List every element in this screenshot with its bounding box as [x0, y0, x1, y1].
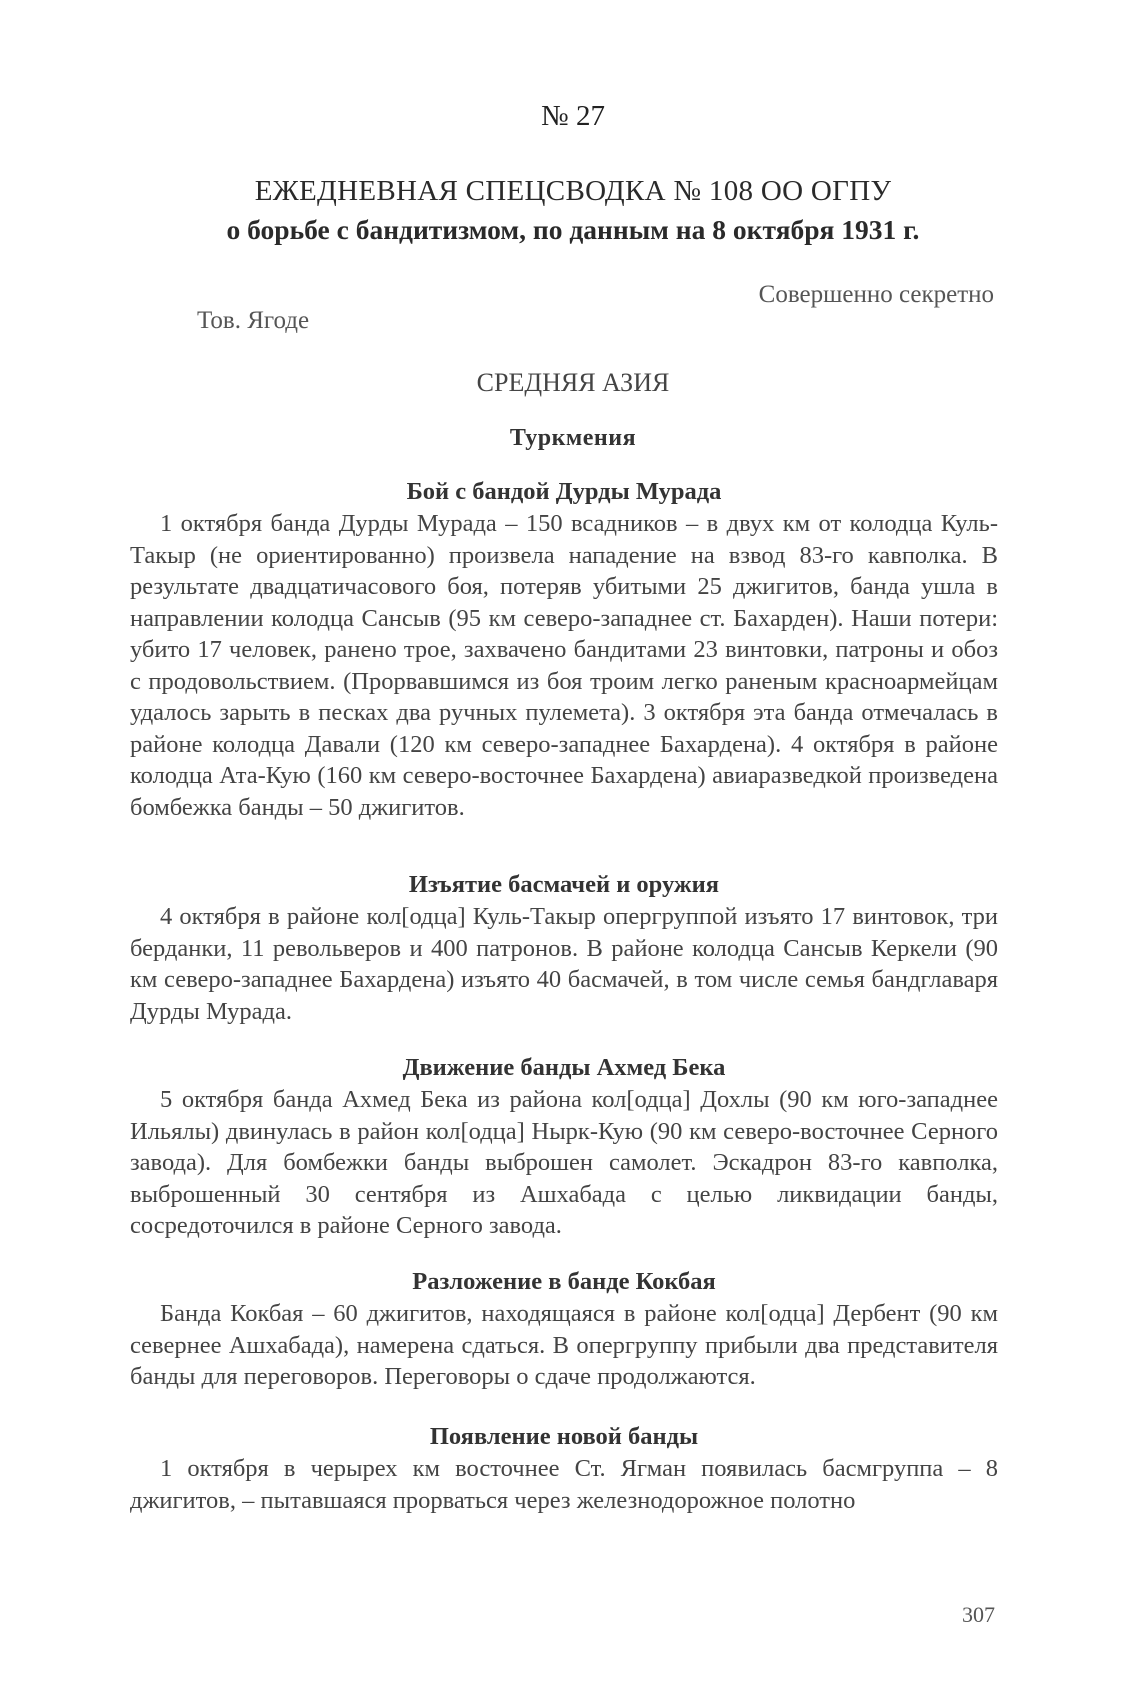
section-heading: Разложение в банде Кокбая	[412, 1268, 716, 1295]
section-text: 4 октября в районе кол[одца] Куль-Такыр опергруппой изъято 17 винтовок, три берданки, 11 револьверов и 400 патронов. В районе колодца Сансыв Керкели (90 км северо-западнее Бахардена) изъято 40 басмачей, в том числе семья бандглаваря Дурды Мурада.	[130, 903, 998, 1025]
document-number: № 27	[541, 100, 605, 132]
section-battle	[130, 475, 998, 823]
addressee: Тов. Ягоде	[197, 307, 310, 334]
section-heading: Бой с бандой Дурды Мурада	[406, 478, 722, 505]
section-heading: Изъятие басмачей и оружия	[408, 871, 720, 898]
section-text: 1 октября в черырех км восточнее Ст. Ягман появилась басмгруппа – 8 джигитов, – пытавшаяся прорваться через железнодорожное полотно	[130, 1455, 998, 1514]
section-seizure	[130, 868, 998, 1027]
region-heading: СРЕДНЯЯ АЗИЯ	[476, 368, 670, 397]
section-text: 5 октября банда Ахмед Бека из района кол[одца] Дохлы (90 км юго-западнее Ильялы) двинулась в район кол[одца] Нырк-Кую (90 км северо-восточнее Серного завода). Для бомбежки банды выброшен самолет. Эскадрон 83-го кавполка, выброшенный 30 сентября из Ашхабада с целью ликвидации банды, сосредоточился в районе Серного завода.	[130, 1086, 998, 1239]
document-title: ЕЖЕДНЕВНАЯ СПЕЦСВОДКА № 108 ОО ОГПУ	[254, 175, 892, 207]
page-number: 307	[962, 1602, 995, 1627]
document-subtitle: о борьбе с бандитизмом, по данным на 8 октября 1931 г.	[226, 214, 920, 245]
section-gang-breakdown	[130, 1265, 998, 1393]
section-heading: Движение банды Ахмед Бека	[402, 1054, 726, 1081]
classification-stamp: Совершенно секретно	[758, 281, 994, 308]
section-heading: Появление новой банды	[429, 1423, 699, 1450]
section-new-gang	[130, 1420, 998, 1516]
section-gang-movement	[130, 1051, 998, 1242]
section-text: 1 октября банда Дурды Мурада – 150 всадников – в двух км от колодца Куль-Такыр (не ориентированно) произвела нападение на взвод 83-го кавполка. В результате двадцатичасового боя, потеряв убитыми 25 джигитов, банда ушла в направлении колодца Сансыв (95 км северо-западнее ст. Бахарден). Наши потери: убито 17 человек, ранено трое, захвачено бандитами 23 винтовки, патроны и обоз с продовольствием. (Прорвавшимся из боя троим легко раненым красноармейцам удалось зарыть в песках два ручных пулемета). 3 октября эта банда отмечалась в районе колодца Давали (120 км северо-западнее Бахардена). 4 октября в районе колодца Ата-Кую (160 км северо-восточнее Бахардена) авиаразведкой произведена бомбежка банды – 50 джигитов.	[130, 510, 998, 821]
subregion-heading: Туркмения	[509, 425, 637, 451]
section-text: Банда Кокбая – 60 джигитов, находящаяся в районе кол[одца] Дербент (90 км севернее Ашхабада), намерена сдаться. В опергруппу прибыли два представителя банды для переговоров. Переговоры о сдаче продолжаются.	[130, 1300, 998, 1390]
